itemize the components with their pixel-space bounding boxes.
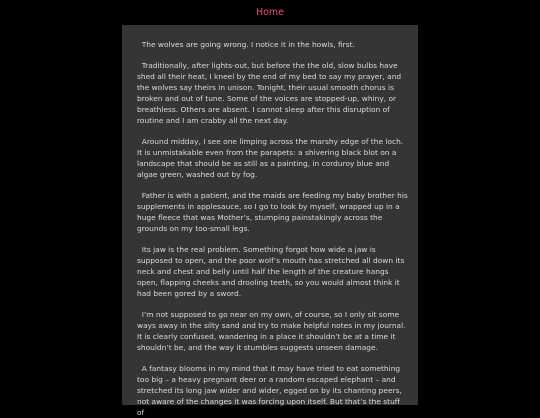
top-nav-bar [0,0,540,24]
story-paragraph: Its jaw is the real problem. Something forgot how wide a jaw is supposed to open, and the poor wolf’s mouth has stretched all down its neck and chest and belly until half the length of the creature hangs open, flapping cheeks and drooling teeth, so you would almost think it had been gored by a sword. [137,244,405,299]
story-paragraph: I’m not supposed to go near on my own, of course, so I only sit some ways away in the silty sand and try to make helpful notes in my journal. It is clearly confused, wandering in a place it shouldn’t be at a time it shouldn’t be, and the way it stumbles suggests unseen damage. [137,309,406,353]
story-paragraph: Father is with a patient, and the maids are feeding my baby brother his supplements in applesauce, so I go to look by myself, wrapped up in a huge fleece that was Mother’s, stumping painstakingly across the grounds on my too-small legs. [137,190,408,234]
story-paragraph: Around midday, I see one limping across the marshy edge of the loch. It is unmistakable even from the parapets: a shivering black blot on a landscape that should be as still as a painting, in corduroy blue and algae green, washed out by fog. [137,136,404,180]
story-panel [122,25,418,418]
home-link[interactable]: Home [255,7,285,18]
story-paragraph: Traditionally, after lights-out, but before the the old, slow bulbs have shed all their heat, I kneel by the end of my bed to say my prayer, and the wolves say theirs in unison. Tonight, their usual smooth chorus is broken and out of tune. Some of the voices are stopped-up, whiny, or breathless. Others are absent. I cannot sleep after this disruption of routine and I am crabby all the next day. [137,60,402,126]
story-body [122,25,418,418]
story-paragraph: The wolves are going wrong. I notice it in the howls, first. [137,40,355,49]
story-paragraph: A fantasy blooms in my mind that it may have tried to eat something too big – a heavy pregnant deer or a random escaped elephant – and stretched its long jaw wider and wider, egged on by its chanting peers, not aware of the changes it was forcing upon itself. But that’s the stuff of [137,363,402,418]
